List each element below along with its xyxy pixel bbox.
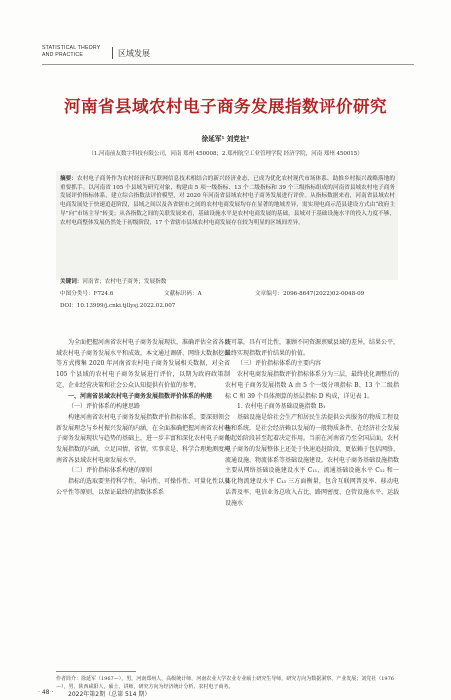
journal-name — [42, 45, 100, 58]
issue-info: 2022年第2期（总第 514 期） — [68, 691, 151, 698]
subsection-heading: （一）评价体系的构建思路 — [68, 403, 141, 411]
document-code: 文献标识码：A — [164, 291, 202, 297]
article-number: 文章编号：2096-8647(2022)02-0048-09 — [255, 291, 365, 297]
keywords-label: 关键词： — [60, 279, 83, 285]
subsection-heading: （二）评价指标体系构建的原则 — [68, 467, 153, 475]
journal-name-line1: STATISTICAL THEORY — [42, 45, 101, 51]
classification-line — [60, 289, 395, 298]
keywords — [60, 277, 395, 285]
footnote-rule — [56, 671, 136, 672]
page-number: · 48 · — [38, 689, 54, 696]
body-paragraph: 农村电商发展指数评价指标体系分为三层，最终优化调整后的农村电子商务发展指数 A 由 5 个一级分项指标 B、13 个二级指标 C 和 39 个具体测算的基层指标 D 构成，详见表 1。 — [225, 371, 400, 400]
abstract-text: 农村电子商务作为农村经济和互联网信息技术相结合的新兴经济业态，已成为优化农村现代市场体系、助推乡村振兴战略落地的重要抓手。以河南省 105 个县域为研究对象，构建由 5 项一级指标、13 个二级指标和 39 个三级指标组成的河南省县域农村电子商务发展评价指标体系，建立综合指数法评价模型，对 2020 年河南省县域农村电子商务发展进行评价。从指标数据来看，河南省县域农村电商发展处于快速追赶阶段，县域之间以及各省辖市之间的农村电商发展均存在显著的地域差异，需实现电商示范县建设方式由“政府主导”向“市场主导”转变；从各指数之间的关联发展来看，基础设施水平是农村电商发展的基础，县域对于基础设施水平的投入力度不够，农村电商整体发展仍然处于初级阶段，17 个省辖市县域农村电商发展存在较为明显的区域间差异。 — [60, 176, 395, 226]
section-heading: 一、河南省县域农村电子商务发展指数评价体系的构建 — [68, 392, 213, 400]
abstract — [60, 175, 395, 227]
clc-number: 中图分类号：F724.6 — [60, 291, 114, 297]
right-column — [225, 338, 399, 509]
keywords-text: 河南省；农村电子商务；发展指数 — [82, 279, 167, 285]
body-paragraph: 构建河南省农村电子商务发展指数评价指标体系，要深刻领会新发展理念与乡村振兴发展的内涵，在全面准确把握河南省农村电子商务发展现状与趋势的基础上，进一步丰富和深化农村电子商务发展指数的内涵，立足国情、省情，实事求是、科学合理地测度河南省各县域农村电商发展水平。 — [56, 413, 231, 464]
author-footnote: 作者简介：徐延军（1967—），男，河南郑州人，高级统计师，河南农业大学农业专业硕士研究生导师，研究方向为数据洞察、产业发展；刘党社（1976—），男，陕西咸阳人，硕士，讲师，研究方向为经济统计分析、农村电子商务。 — [56, 676, 394, 691]
author-affiliation: （1.河南前友数字科技有限公司，河南 郑州 450008；2.郑州航空工业管理学院 经济学院，河南 郑州 450015） — [88, 151, 363, 157]
journal-name-line2: AND PRACTICE — [42, 51, 84, 58]
body-paragraph: 基础设施是给社会生产和居民生活提供公共服务的物质工程设施和系统，是社会经济赖以发展的一般物质条件，在经济社会发展的起始阶段甚至起着决定作用。当前在河南省乃至全国层面，农村电子商务的发展整体上还处于快速追赶阶段，更依赖于包括网络、流通设施、物流体系等基础设施建设。农村电子商务基础设施指数主要从网络基础设施建设水平 C₁₁、流通基础设施水平 C₁₂ 和一体化物流建设水平 C₁₃ 三方面衡量，包含互联网普及率、移动电话普及率、电信业务总收入占比、路网密度、仓管设施水平、运载设施水 — [225, 413, 400, 507]
abstract-label: 摘要： — [60, 176, 78, 182]
header-divider — [112, 47, 113, 59]
left-column — [56, 338, 230, 499]
subsection-heading: （三）评价指标体系的主要内容 — [237, 360, 322, 368]
running-header — [42, 45, 414, 67]
body-paragraph-continued: 统可靠，具有可比性，兼顾不同资源禀赋县域的差异，结果公平，最终实现指数评价结果的价值。 — [225, 339, 400, 357]
doi: DOI：10.13999/j.cnki.tjllysj.2022.02.007 — [60, 303, 176, 309]
intro-paragraph: 为全面把握河南省农村电子商务发展现状，准确评估全省各县域农村电子商务发展水平和成效，本文通过调研、网络大数据挖掘等方式搜集 2020 年河南省农村电子商务发展相关数据，对全省 105 个县域的农村电子商务发展进行评价，以期为政府政策制定、企业经营决策和社会公众认知提供有价值的参考。 — [56, 339, 231, 389]
sub-subsection-heading: 1. 农村电子商务基础设施指数 B₁ — [237, 403, 326, 411]
section-label: 区域发展 — [118, 49, 150, 58]
header-rule — [42, 64, 414, 65]
body-paragraph: 指标的选取要坚持科学性、导向性、可操作性、可量化性以及公平性等原则，以保证最终的指数体系系 — [56, 478, 231, 496]
article-title: 河南省县域农村电子商务发展指数评价研究 — [64, 97, 387, 116]
article-authors: 徐延军¹ 刘党社² — [201, 135, 250, 143]
